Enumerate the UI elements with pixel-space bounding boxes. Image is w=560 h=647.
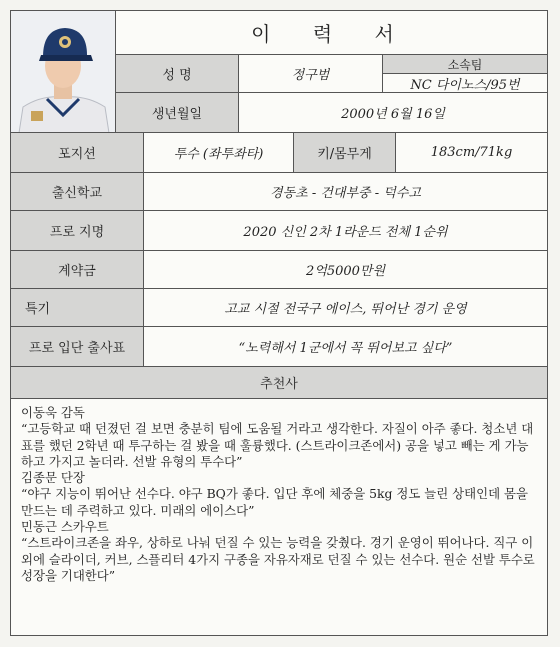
resume-sheet (10, 10, 548, 636)
school-value: 경동초 - 건대부중 - 덕수고 (144, 173, 547, 211)
rec-1-name: 이동욱 감독 (21, 405, 85, 420)
pledge-value: “노력해서 1군에서 꼭 뛰어보고 싶다” (144, 327, 547, 367)
contract-value: 2억5000만원 (144, 251, 547, 289)
document-title: 이 력 서 (116, 11, 547, 55)
position-label: 포지션 (11, 133, 144, 173)
special-value: 고교 시절 전국구 에이스, 뛰어난 경기 운영 (144, 289, 547, 327)
recommendations (11, 399, 547, 590)
contract-label: 계약금 (11, 251, 144, 289)
team-value: NC 다이노스/95번 (383, 74, 547, 93)
birth-label: 생년월일 (116, 93, 239, 133)
birth-value: 2000년 6월 16일 (239, 93, 547, 133)
position-value: 투수 (좌투좌타) (144, 133, 294, 173)
pledge-label: 프로 입단 출사표 (11, 327, 144, 367)
draft-value: 2020 신인 2차 1라운드 전체 1순위 (144, 211, 547, 251)
body-value: 183cm/71kg (396, 133, 547, 173)
team-label: 소속팀 (383, 55, 547, 74)
rec-3-name: 민동근 스카우트 (21, 519, 109, 535)
recommend-header: 추천사 (11, 367, 547, 399)
draft-label: 프로 지명 (11, 211, 144, 251)
rec-1-quote: “고등학교 때 던졌던 걸 보면 충분히 팀에 도움될 거라고 생각한다. 자질이 아주 좋다. 청소년 대표를 했던 2학년 때 투구하는 걸 봤을 때 훌륭했다. (스트라이크존에서) 공을 넣고 빼는 게 가능하고 가지고 놀더라. 선발 유형의 투수다” (21, 421, 534, 469)
school-label: 출신학교 (11, 173, 144, 211)
rec-2-name: 김종문 단장 (21, 470, 85, 486)
special-label: 특기 (11, 289, 144, 327)
player-photo (11, 11, 116, 133)
body-label: 키/몸무게 (294, 133, 396, 173)
name-value: 정구범 (239, 55, 383, 93)
name-label: 성 명 (116, 55, 239, 93)
rec-3-quote: “스트라이크존을 좌우, 상하로 나눠 던질 수 있는 능력을 갖췄다. 경기 운영이 뛰어나다. 직구 이외에 슬라이더, 커브, 스플리터 4가지 구종을 자유자재로 던질 수 있는 선수다. 원순 선발 투수로 성장을 기대한다” (21, 535, 535, 583)
rec-2-quote: “야구 지능이 뛰어난 선수다. 야구 BQ가 좋다. 입단 후에 체중을 5kg 정도 늘린 상태인데 몸을 만드는 데 주력하고 있다. 미래의 에이스다” (21, 486, 528, 518)
